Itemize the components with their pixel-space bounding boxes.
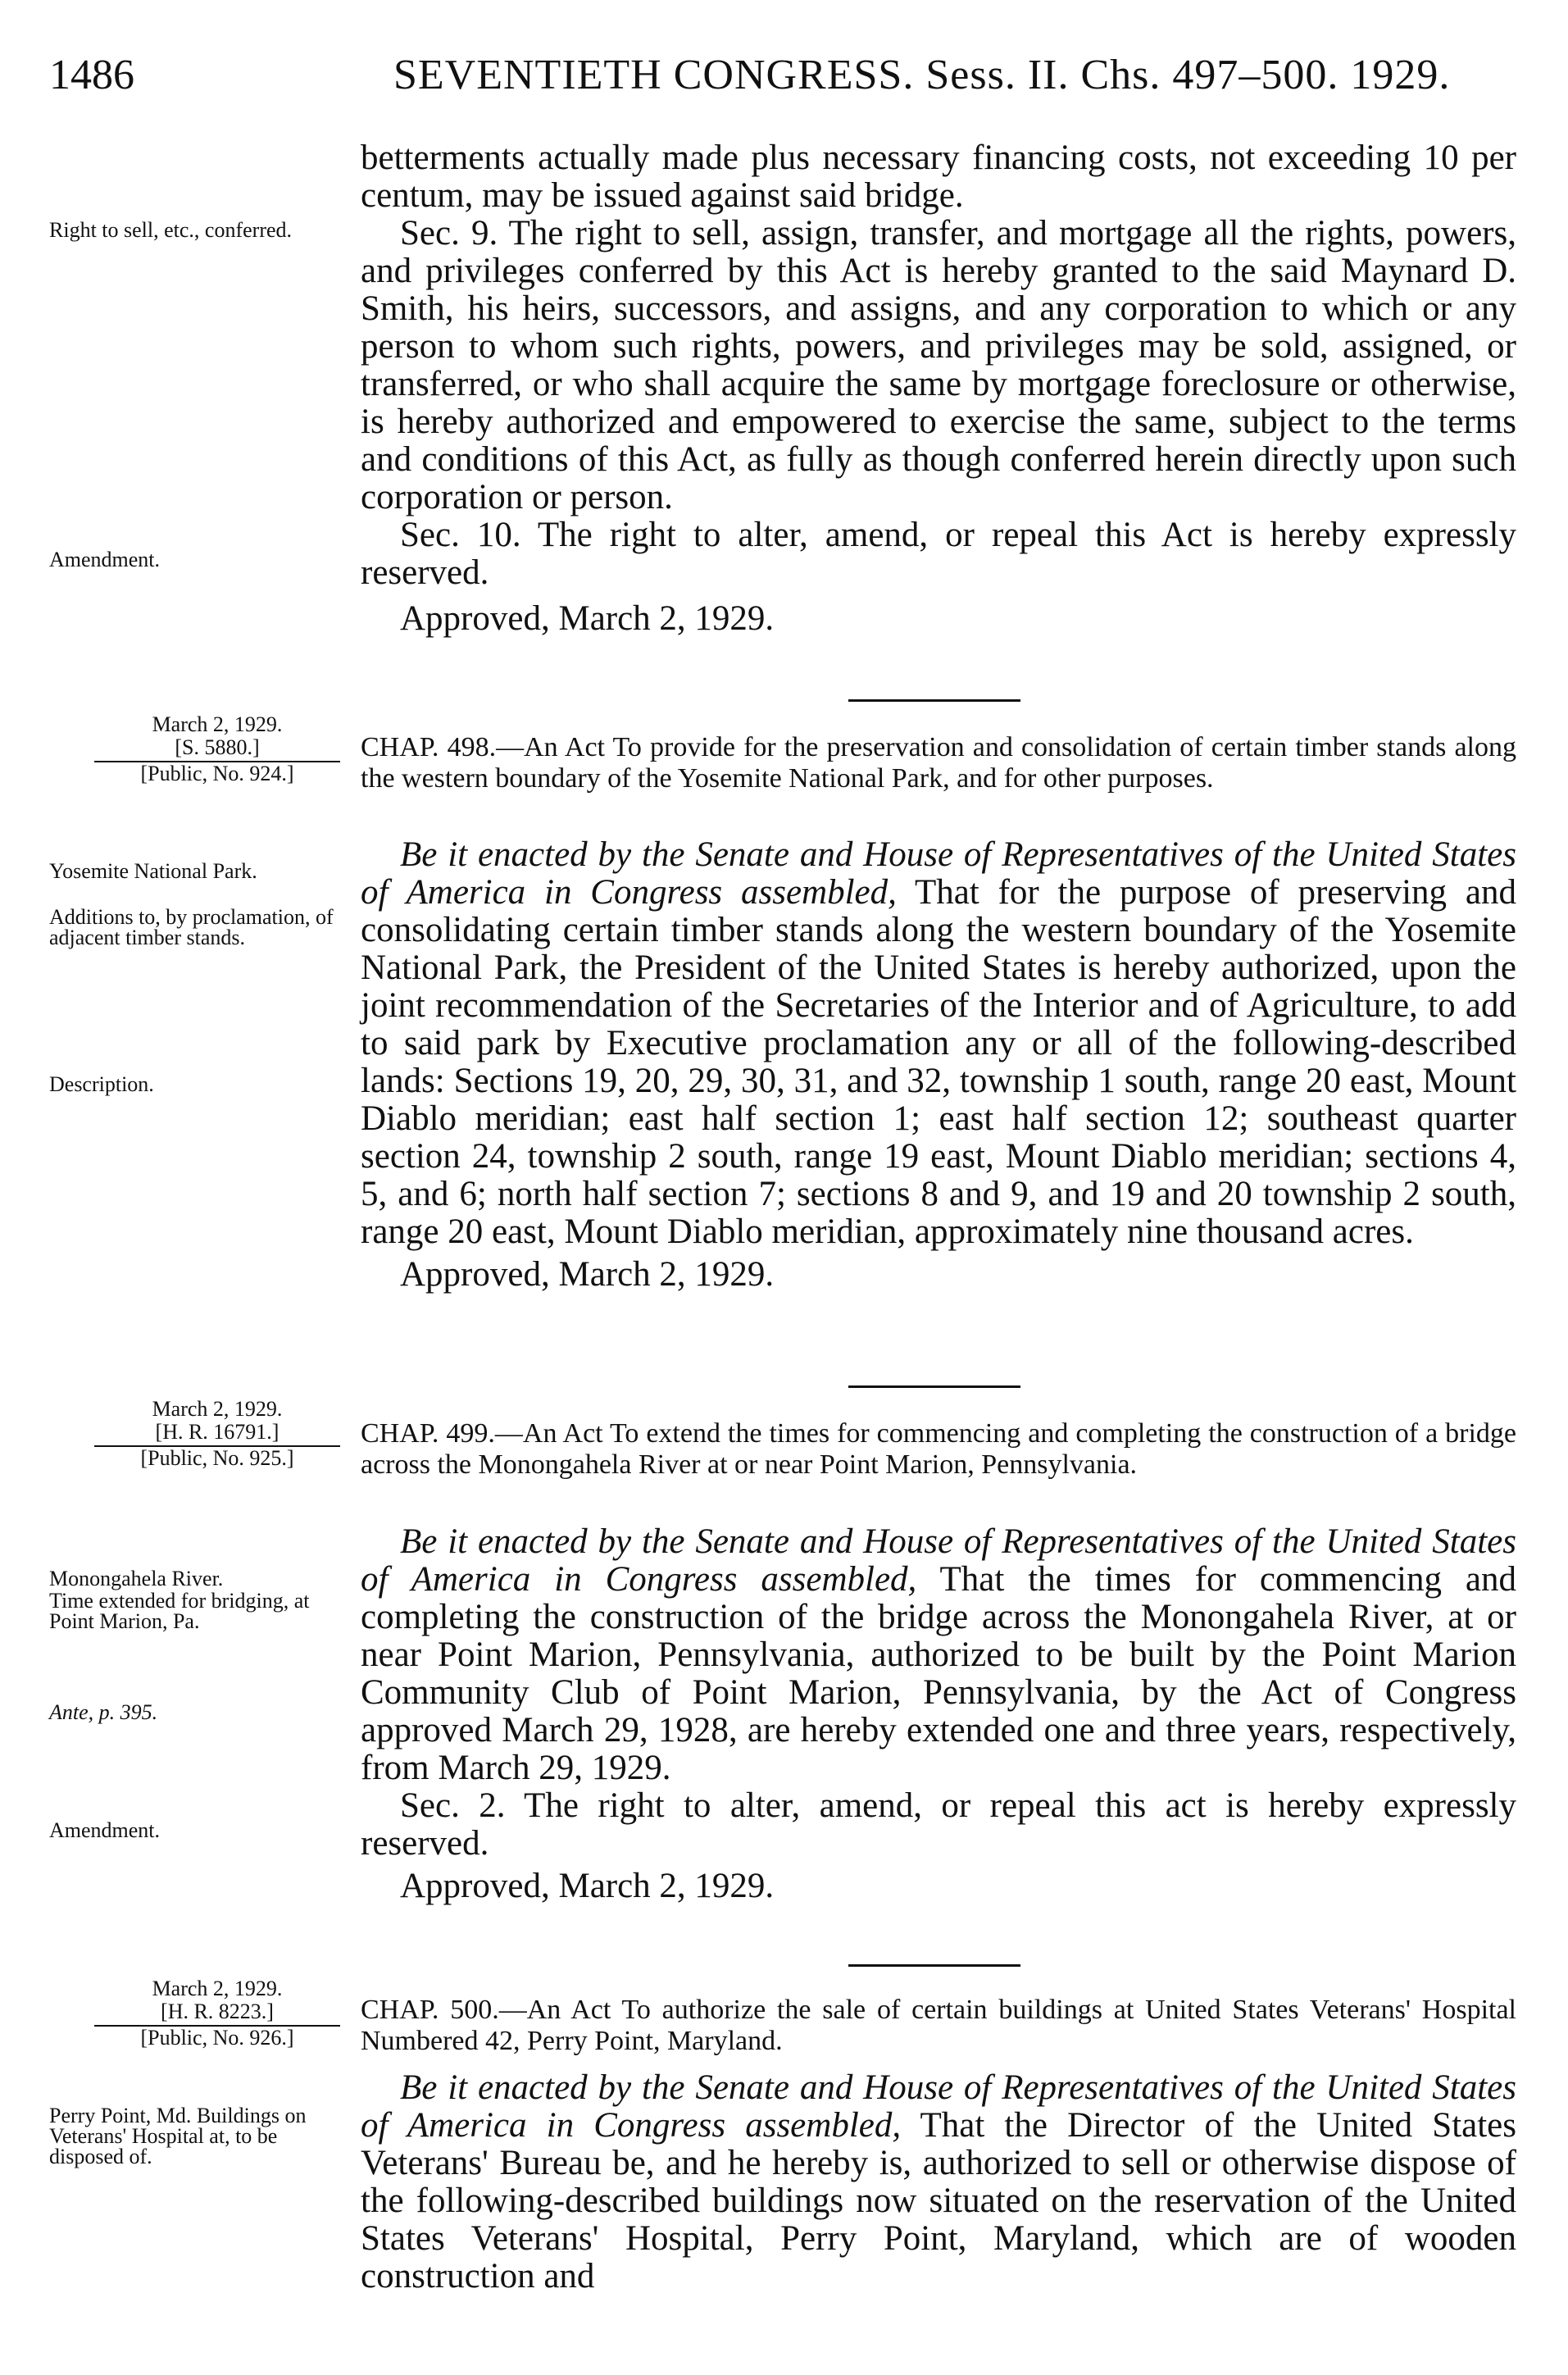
chap499-enacting-clause: Be it enacted by the Senate and House of Representatives of the United States of America in Congress assembled, bbox=[361, 1522, 1516, 1599]
chap500-public: [Public, No. 926.] bbox=[140, 2026, 294, 2050]
margin-yosemite: Yosemite National Park. bbox=[49, 859, 257, 883]
chap498-body bbox=[361, 836, 1516, 1294]
chap500-text: That the Director of the United States Veterans' Bureau be, and he hereby is, authorized to sell or otherwise dispose of the following-described buildings now situated on the reservation of the United States Veterans' Hospital, Perry Point, Maryland, which are of wooden construction and bbox=[361, 2106, 1516, 2295]
approved-499: Approved, March 2, 1929. bbox=[400, 1867, 775, 1905]
chap500-enacting-clause: Be it enacted by the Senate and House of Representatives of the United States of America in Congress assembled, bbox=[361, 2068, 1516, 2145]
running-title: SEVENTIETH CONGRESS. Sess. II. Chs. 497–500. 1929. bbox=[393, 52, 1451, 98]
chap499-date: March 2, 1929. bbox=[152, 1397, 283, 1421]
chap499-body bbox=[361, 1523, 1516, 1905]
margin-time-extended: Time extended for bridging, at Point Marion, Pa. bbox=[49, 1589, 310, 1633]
separator-rule bbox=[848, 1964, 1020, 1967]
chap498-date: March 2, 1929. bbox=[152, 712, 283, 736]
chap498-public: [Public, No. 924.] bbox=[140, 762, 294, 785]
approved-497: Approved, March 2, 1929. bbox=[400, 599, 775, 638]
chap498-title: CHAP. 498.—An Act To provide for the preservation and consolidation of certain timber stands along the western boundary of the Yosemite National Park, and for other purposes. bbox=[361, 732, 1516, 794]
page-number: 1486 bbox=[49, 52, 134, 98]
section-9: Sec. 9. The right to sell, assign, transfer, and mortgage all the rights, powers, and privileges conferred by this Act is hereby granted to the said Maynard D. Smith, his heirs, successors, and assigns, and any corporation to which or any person to whom such rights, powers, and privileges may be sold, assigned, or transferred, or who shall acquire the same by mortgage foreclosure or otherwise, is hereby authorized and empowered to exercise the same, subject to the terms and conditions of this Act, as fully as though conferred herein directly upon such corporation or person. bbox=[361, 214, 1516, 516]
chap498-bill: [S. 5880.] bbox=[175, 735, 260, 759]
separator-rule bbox=[848, 1385, 1020, 1388]
chap500-dates bbox=[86, 1977, 348, 2050]
chap500-title: CHAP. 500.—An Act To authorize the sale of certain buildings at United States Veterans' Hospital Numbered 42, Perry Point, Maryland. bbox=[361, 1995, 1516, 2056]
approved-498: Approved, March 2, 1929. bbox=[400, 1255, 775, 1294]
chap499-text: That the times for commencing and completing the construction of the bridge across the Monongahela River, at or near Point Marion, Pennsylvania, authorized to be built by the Point Marion Community Club of Point Marion, Pennsylvania, by the Act of Congress approved March 29, 1928, are hereby extended one and three years, respectively, from March 29, 1929. bbox=[361, 1560, 1516, 1787]
betterments-text: betterments actually made plus necessary financing costs, not exceeding 10 per centum, may be issued against said bridge. bbox=[361, 139, 1516, 215]
margin-perry-point: Perry Point, Md. Buildings on Veterans' Hospital at, to be disposed of. bbox=[49, 2104, 307, 2168]
chap499-bill: [H. R. 16791.] bbox=[155, 1420, 280, 1444]
chap499-dates bbox=[86, 1398, 348, 1470]
chap498-enacting-clause: Be it enacted by the Senate and House of Representatives of the United States of America in Congress assembled, bbox=[361, 835, 1516, 912]
chap497-continuation bbox=[361, 139, 1516, 638]
margin-additions: Additions to, by proclamation, of adjacent timber stands. bbox=[49, 905, 334, 949]
margin-amendment-497: Amendment. bbox=[49, 548, 161, 571]
margin-right-to-sell: Right to sell, etc., conferred. bbox=[49, 218, 293, 242]
section-10: Sec. 10. The right to alter, amend, or repeal this Act is hereby expressly reserved. bbox=[361, 516, 1516, 592]
separator-rule bbox=[848, 699, 1020, 702]
chap499-title: CHAP. 499.—An Act To extend the times for commencing and completing the construction of a bridge across the Monongahela River at or near Point Marion, Pennsylvania. bbox=[361, 1418, 1516, 1480]
running-header bbox=[49, 51, 1516, 108]
margin-description: Description. bbox=[49, 1072, 154, 1096]
margin-ante: Ante, p. 395. bbox=[49, 1700, 158, 1724]
chap499-section-2: Sec. 2. The right to alter, amend, or repeal this act is hereby expressly reserved. bbox=[361, 1786, 1516, 1863]
chap498-text: That for the purpose of preserving and consolidating certain timber stands along the western boundary of the Yosemite National Park, the President of the United States is hereby authorized, upon the joint recommendation of the Secretaries of the Interior and of Agriculture, to add to said park by Executive proclamation any or all of the following-described lands: Sections 19, 20, 29, 30, 31, and 32, township 1 south, range 20 east, Mount Diablo meridian; east half section 1; east half section 12; southeast quarter section 24, township 2 south, range 19 east, Mount Diablo meridian; sections 4, 5, and 6; north half section 7; sections 8 and 9, and 19 and 20 township 2 south, range 20 east, Mount Diablo meridian, approximately nine thousand acres. bbox=[361, 873, 1516, 1251]
chap500-bill: [H. R. 8223.] bbox=[161, 2000, 274, 2023]
chap500-body bbox=[361, 2069, 1516, 2295]
chap500-date: March 2, 1929. bbox=[152, 1977, 283, 2000]
chap498-dates bbox=[86, 713, 348, 785]
chap499-public: [Public, No. 925.] bbox=[140, 1446, 294, 1470]
margin-monongahela: Monongahela River. bbox=[49, 1567, 224, 1590]
margin-amendment-499: Amendment. bbox=[49, 1818, 161, 1842]
